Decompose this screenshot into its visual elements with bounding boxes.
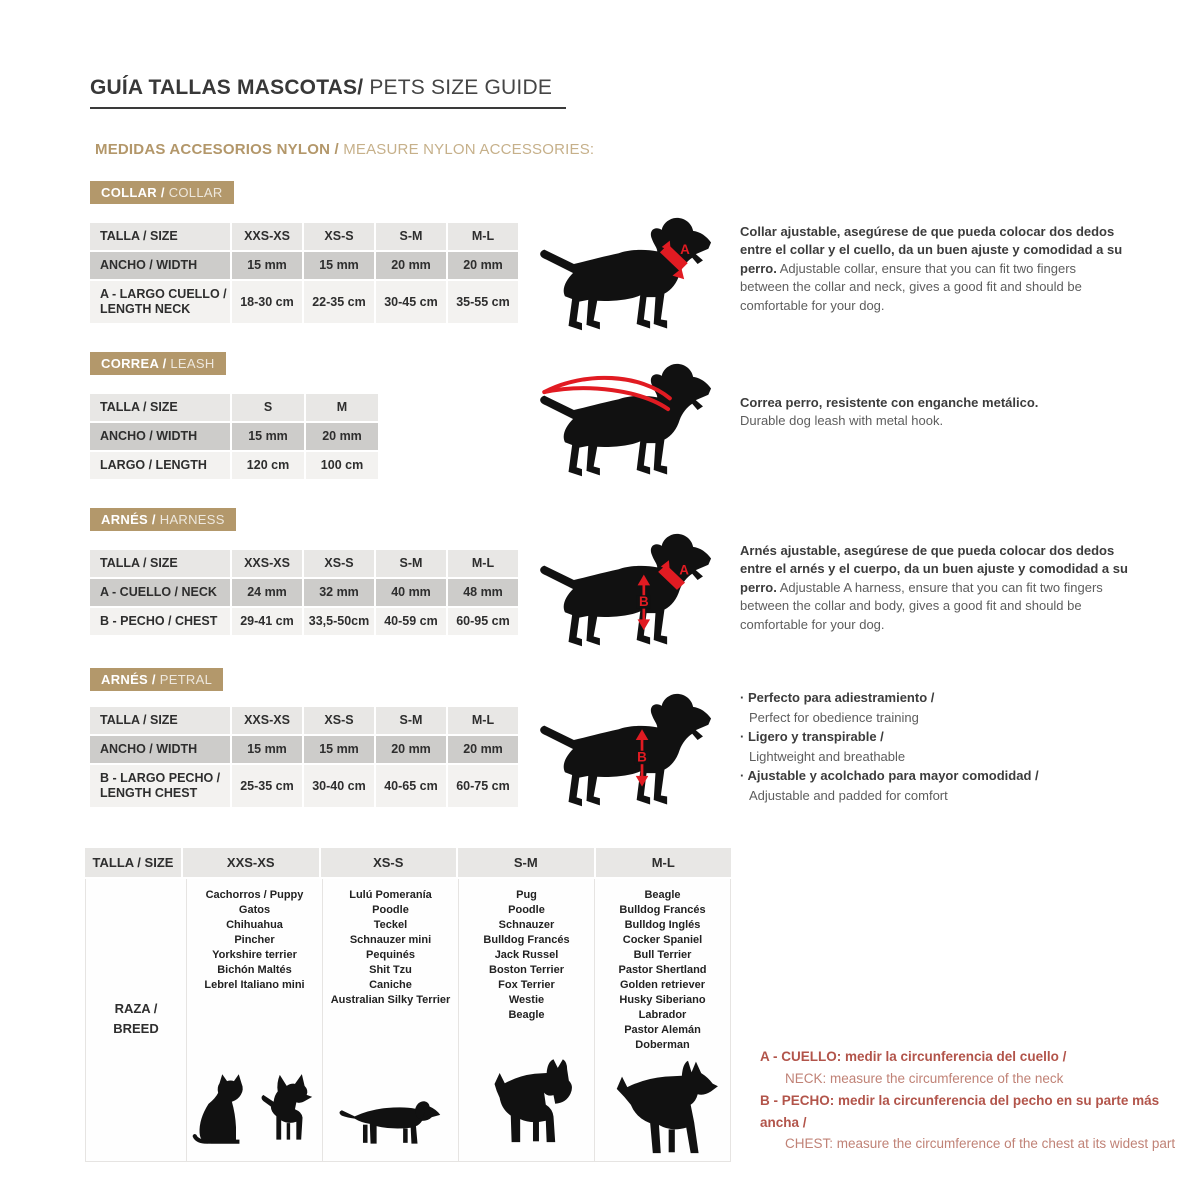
breed-item: Shit Tzu xyxy=(369,964,412,976)
table-cell: 40-65 cm xyxy=(376,765,446,807)
feature-es: · Perfecto para adiestramiento / xyxy=(740,690,935,705)
page-subtitle-en: MEASURE NYLON ACCESSORIES: xyxy=(343,141,595,158)
schnauzer-silhouette xyxy=(480,1055,574,1149)
breed-item: Australian Silky Terrier xyxy=(330,994,451,1006)
collar-size-table xyxy=(88,221,520,325)
chip-petral-en: PETRAL xyxy=(159,672,213,687)
chip-harness-es: ARNÉS / xyxy=(101,512,160,527)
table-cell: ANCHO / WIDTH xyxy=(90,423,230,450)
dog-harness-illustration xyxy=(534,528,716,649)
table-cell: 15 mm xyxy=(232,736,302,763)
table-cell: 40-59 cm xyxy=(376,608,446,635)
collar-description xyxy=(740,223,1128,315)
table-cell: 32 mm xyxy=(304,579,374,606)
breed-item: Poodle xyxy=(372,904,409,916)
table-cell: 20 mm xyxy=(306,423,378,450)
petral-feature-list xyxy=(740,688,1150,805)
breed-item: Poodle xyxy=(508,904,545,916)
chip-collar-es: COLLAR / xyxy=(101,185,169,200)
silhouette-row xyxy=(338,1086,444,1149)
breed-item: Labrador xyxy=(638,1009,687,1021)
breed-column-xxs-xs xyxy=(186,879,322,1161)
breed-list xyxy=(618,888,706,1053)
feature-es: · Ajustable y acolchado para mayor comodidad / xyxy=(740,768,1039,783)
chip-leash-en: LEASH xyxy=(170,356,215,371)
table-header-cell: XXS-XS xyxy=(232,223,302,250)
table-header-cell: XS-S xyxy=(304,707,374,734)
leash-desc-es: Correa perro, resistente con enganche metálico. xyxy=(740,395,1039,410)
page-title-es: GUÍA TALLAS MASCOTAS/ xyxy=(90,76,364,99)
chip-petral-es: ARNÉS / xyxy=(101,672,160,687)
breed-label-line2: BREED xyxy=(113,1020,159,1036)
table-cell: 20 mm xyxy=(376,252,446,279)
leash-description xyxy=(740,394,1128,431)
dog-leash-illustration xyxy=(534,358,716,479)
breed-item: Schnauzer mini xyxy=(349,934,432,946)
table-cell: 30-40 cm xyxy=(304,765,374,807)
breed-item: Golden retriever xyxy=(620,979,705,991)
breed-column-xs-s xyxy=(322,879,458,1161)
breed-item: Westie xyxy=(508,994,545,1006)
table-cell: 60-75 cm xyxy=(448,765,518,807)
breed-item: Teckel xyxy=(373,919,408,931)
table-cell: A - CUELLO / NECK xyxy=(90,579,230,606)
breed-list xyxy=(483,888,569,1023)
table-header-cell: TALLA / SIZE xyxy=(90,223,230,250)
table-cell: 20 mm xyxy=(376,736,446,763)
harness-desc-en: Adjustable A harness, ensure that you can fit two fingers between the collar and body, gives a good fit and should be comfortable for your dog. xyxy=(740,579,1103,632)
breed-row-label xyxy=(86,879,186,1161)
table-cell: 29-41 cm xyxy=(232,608,302,635)
section-chip-petral xyxy=(90,668,223,691)
breed-item: Bulldog Francés xyxy=(483,934,570,946)
breed-header-cell: XXS-XS xyxy=(183,848,319,877)
table-cell: 18-30 cm xyxy=(232,281,302,323)
chip-harness-en: HARNESS xyxy=(159,512,225,527)
table-cell: A - LARGO CUELLO / LENGTH NECK xyxy=(90,281,230,323)
table-cell: 120 cm xyxy=(232,452,304,479)
feature-en: Lightweight and breathable xyxy=(749,748,906,764)
breed-item: Gatos xyxy=(238,904,271,916)
table-cell: 40 mm xyxy=(376,579,446,606)
table-header-cell: M xyxy=(306,394,378,421)
breed-item: Chihuahua xyxy=(226,919,283,931)
table-cell: 35-55 cm xyxy=(448,281,518,323)
collar-desc-en: Adjustable collar, ensure that you can fit two fingers between the collar and neck, gives a good fit and should be comfortable for your dog. xyxy=(740,260,1082,313)
breed-table-header xyxy=(85,848,731,877)
page-subtitle-es: MEDIDAS ACCESORIOS NYLON / xyxy=(95,141,344,158)
table-header-cell: XS-S xyxy=(304,550,374,577)
table-header-cell: S xyxy=(232,394,304,421)
table-cell: 15 mm xyxy=(232,423,304,450)
page-title-en: PETS SIZE GUIDE xyxy=(363,76,553,99)
note-a-en: NECK: measure the circumference of the neck xyxy=(785,1070,1064,1086)
table-cell: B - PECHO / CHEST xyxy=(90,608,230,635)
table-cell: 15 mm xyxy=(304,736,374,763)
breed-item: Pastor Alemán xyxy=(624,1024,701,1036)
table-cell: 22-35 cm xyxy=(304,281,374,323)
cat-silhouette xyxy=(192,1071,247,1149)
table-header-cell: XS-S xyxy=(304,223,374,250)
table-cell: LARGO / LENGTH xyxy=(90,452,230,479)
breed-item: Jack Russel xyxy=(494,949,559,961)
breed-item: Pastor Shertland xyxy=(618,964,707,976)
table-cell: ANCHO / WIDTH xyxy=(90,252,230,279)
silhouette-row xyxy=(605,1053,720,1169)
breed-item: Pug xyxy=(516,889,537,901)
note-b-es: B - PECHO: medir la circunferencia del pecho en su parte más ancha / xyxy=(760,1092,1160,1130)
chip-leash-es: CORREA / xyxy=(101,356,171,371)
breed-item: Bulldog Inglés xyxy=(624,919,701,931)
breed-item: Bull Terrier xyxy=(633,949,692,961)
breed-list xyxy=(204,888,304,993)
marker-letter-B: B xyxy=(638,593,649,609)
breed-table-body xyxy=(85,879,731,1162)
breed-item: Cocker Spaniel xyxy=(622,934,703,946)
section-chip-collar xyxy=(90,181,234,204)
breed-label-line1: RAZA / xyxy=(114,1001,158,1016)
silhouette-row xyxy=(480,1049,574,1149)
table-cell: 48 mm xyxy=(448,579,518,606)
table-cell: 30-45 cm xyxy=(376,281,446,323)
dog-collar-illustration xyxy=(534,212,716,333)
feature-item xyxy=(740,766,1150,805)
arrow-icon xyxy=(636,776,649,787)
breed-header-cell: XS-S xyxy=(321,848,457,877)
table-cell: 60-95 cm xyxy=(448,608,518,635)
breed-header-cell: TALLA / SIZE xyxy=(85,848,181,877)
harness-description xyxy=(740,542,1128,634)
breed-item: Caniche xyxy=(369,979,412,991)
breed-column-m-l xyxy=(594,879,730,1161)
feature-item xyxy=(740,688,1150,727)
table-header-cell: M-L xyxy=(448,550,518,577)
feature-es: · Ligero y transpirable / xyxy=(740,729,884,744)
table-cell: ANCHO / WIDTH xyxy=(90,736,230,763)
breed-list xyxy=(331,888,451,1008)
breed-item: Beagle xyxy=(644,889,681,901)
table-header-cell: TALLA / SIZE xyxy=(90,707,230,734)
breed-item: Yorkshire terrier xyxy=(212,949,297,961)
marker-letter-A: A xyxy=(680,242,690,258)
note-a-es: A - CUELLO: medir la circunferencia del cuello / xyxy=(760,1049,1067,1064)
table-header-cell: XXS-XS xyxy=(232,707,302,734)
breed-item: Pincher xyxy=(234,934,275,946)
page-subtitle xyxy=(95,141,594,158)
breed-item: Schnauzer xyxy=(498,919,555,931)
harness-desc-es: Arnés ajustable, asegúrese de que pueda colocar dos dedos entre el arnés y el cuerpo, da un buen ajuste y comodidad a su perro. xyxy=(740,543,1128,595)
table-header-cell: M-L xyxy=(448,223,518,250)
table-cell: 25-35 cm xyxy=(232,765,302,807)
breed-item: Cachorros / Puppy xyxy=(205,889,304,901)
table-header-cell: S-M xyxy=(376,223,446,250)
breed-header-cell: M-L xyxy=(596,848,732,877)
table-header-cell: TALLA / SIZE xyxy=(90,394,230,421)
dachshund-silhouette xyxy=(338,1092,444,1149)
breed-item: Doberman xyxy=(635,1039,690,1051)
table-cell: 100 cm xyxy=(306,452,378,479)
measuring-notes xyxy=(760,1046,1190,1155)
table-header-cell: TALLA / SIZE xyxy=(90,550,230,577)
table-header-cell: M-L xyxy=(448,707,518,734)
table-header-cell: XXS-XS xyxy=(232,550,302,577)
breed-item: Fox Terrier xyxy=(498,979,555,991)
table-cell: 15 mm xyxy=(232,252,302,279)
breed-item: Boston Terrier xyxy=(489,964,564,976)
feature-item xyxy=(740,727,1150,766)
breed-header-cell: S-M xyxy=(458,848,594,877)
leash-desc-en: Durable dog leash with metal hook. xyxy=(740,413,944,429)
silhouette-row xyxy=(192,1065,317,1149)
chihuahua-silhouette xyxy=(255,1071,317,1149)
breed-item: Bichón Maltés xyxy=(217,964,292,976)
table-cell: 20 mm xyxy=(448,736,518,763)
leash-size-table xyxy=(88,392,380,481)
collar-desc-es: Collar ajustable, asegúrese de que pueda colocar dos dedos entre el collar y el cuello, da un buen ajuste y comodidad a su perro. xyxy=(740,224,1123,276)
breed-size-table xyxy=(85,848,731,1162)
breed-item: Lebrel Italiano mini xyxy=(204,979,305,991)
petral-size-table xyxy=(88,705,520,809)
doberman-silhouette xyxy=(605,1059,720,1169)
feature-en: Perfect for obedience training xyxy=(749,709,919,725)
harness-size-table xyxy=(88,548,520,637)
marker-letter-B: B xyxy=(637,749,647,765)
breed-item: Bulldog Francés xyxy=(619,904,706,916)
dog-petral-illustration xyxy=(534,688,716,809)
table-cell: B - LARGO PECHO / LENGTH CHEST xyxy=(90,765,230,807)
page-title xyxy=(90,76,566,109)
note-b-en: CHEST: measure the circumference of the chest at its widest part xyxy=(785,1136,1176,1152)
table-header-cell: S-M xyxy=(376,707,446,734)
table-cell: 15 mm xyxy=(304,252,374,279)
table-header-cell: S-M xyxy=(376,550,446,577)
breed-item: Husky Siberiano xyxy=(619,994,706,1006)
breed-item: Lulú Pomeranía xyxy=(349,889,432,901)
chip-collar-en: COLLAR xyxy=(168,185,223,200)
section-chip-leash xyxy=(90,352,226,375)
feature-en: Adjustable and padded for comfort xyxy=(749,787,948,803)
section-chip-harness xyxy=(90,508,236,531)
table-cell: 20 mm xyxy=(448,252,518,279)
table-cell: 24 mm xyxy=(232,579,302,606)
breed-item: Beagle xyxy=(508,1009,545,1021)
breed-item: Pequinés xyxy=(366,949,415,961)
table-cell: 33,5-50cm xyxy=(304,608,374,635)
breed-column-s-m xyxy=(458,879,594,1161)
marker-letter-A: A xyxy=(679,562,690,578)
